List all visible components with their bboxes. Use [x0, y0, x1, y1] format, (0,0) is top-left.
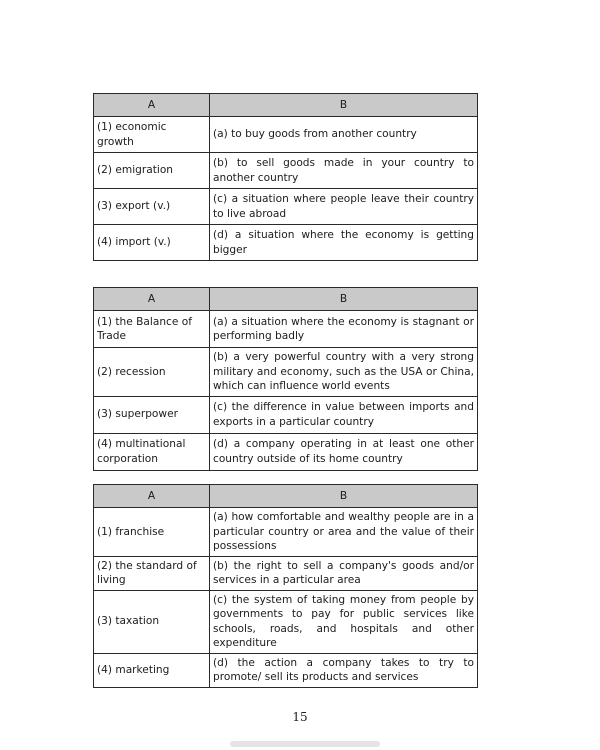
- term-cell: (2) emigration: [94, 153, 210, 189]
- table-header-row: [94, 288, 478, 311]
- definition-cell: (c) the difference in value between imports and exports in a particular country: [210, 396, 478, 433]
- table-row: [94, 508, 478, 557]
- term-cell: (1) franchise: [94, 508, 210, 557]
- definition-cell: (b) the right to sell a company's goods and/or services in a particular area: [210, 556, 478, 590]
- column-header-a: A: [94, 94, 210, 117]
- definition-cell: (d) a company operating in at least one other country outside of its home country: [210, 433, 478, 470]
- definition-cell: (b) a very powerful country with a very strong military and economy, such as the USA or China, which can influence world events: [210, 348, 478, 397]
- column-header-b: B: [210, 288, 478, 311]
- table-row: [94, 225, 478, 261]
- table-row: [94, 311, 478, 348]
- definition-cell: (a) a situation where the economy is stagnant or performing badly: [210, 311, 478, 348]
- table-row: [94, 653, 478, 687]
- definition-cell: (b) to sell goods made in your country to another country: [210, 153, 478, 189]
- term-cell: (3) superpower: [94, 396, 210, 433]
- term-cell: (1) the Balance of Trade: [94, 311, 210, 348]
- term-cell: (4) marketing: [94, 653, 210, 687]
- table-row: [94, 348, 478, 397]
- definition-cell: (d) a situation where the economy is getting bigger: [210, 225, 478, 261]
- column-header-b: B: [210, 94, 478, 117]
- scan-smudge: [230, 741, 380, 747]
- table-row: [94, 433, 478, 470]
- table-row: [94, 556, 478, 590]
- column-header-a: A: [94, 485, 210, 508]
- term-cell: (2) recession: [94, 348, 210, 397]
- term-cell: (2) the standard of living: [94, 556, 210, 590]
- term-cell: (4) multinational corporation: [94, 433, 210, 470]
- column-header-b: B: [210, 485, 478, 508]
- table-header-row: [94, 94, 478, 117]
- table-row: [94, 189, 478, 225]
- term-cell: (3) export (v.): [94, 189, 210, 225]
- table-row: [94, 590, 478, 653]
- definition-cell: (a) how comfortable and wealthy people are in a particular country or area and the value of their possessions: [210, 508, 478, 557]
- matching-table-3: [93, 484, 478, 688]
- table-row: [94, 153, 478, 189]
- definition-cell: (c) the system of taking money from people by governments to pay for public services like schools, roads, and hospitals and other expenditure: [210, 590, 478, 653]
- term-cell: (3) taxation: [94, 590, 210, 653]
- table-row: [94, 396, 478, 433]
- matching-table-2: [93, 287, 478, 471]
- definition-cell: (a) to buy goods from another country: [210, 117, 478, 153]
- definition-cell: (c) a situation where people leave their country to live abroad: [210, 189, 478, 225]
- table-row: [94, 117, 478, 153]
- matching-table-1: [93, 93, 478, 261]
- page-number: 15: [292, 710, 308, 724]
- table-header-row: [94, 485, 478, 508]
- term-cell: (1) economic growth: [94, 117, 210, 153]
- column-header-a: A: [94, 288, 210, 311]
- term-cell: (4) import (v.): [94, 225, 210, 261]
- definition-cell: (d) the action a company takes to try to promote/ sell its products and services: [210, 653, 478, 687]
